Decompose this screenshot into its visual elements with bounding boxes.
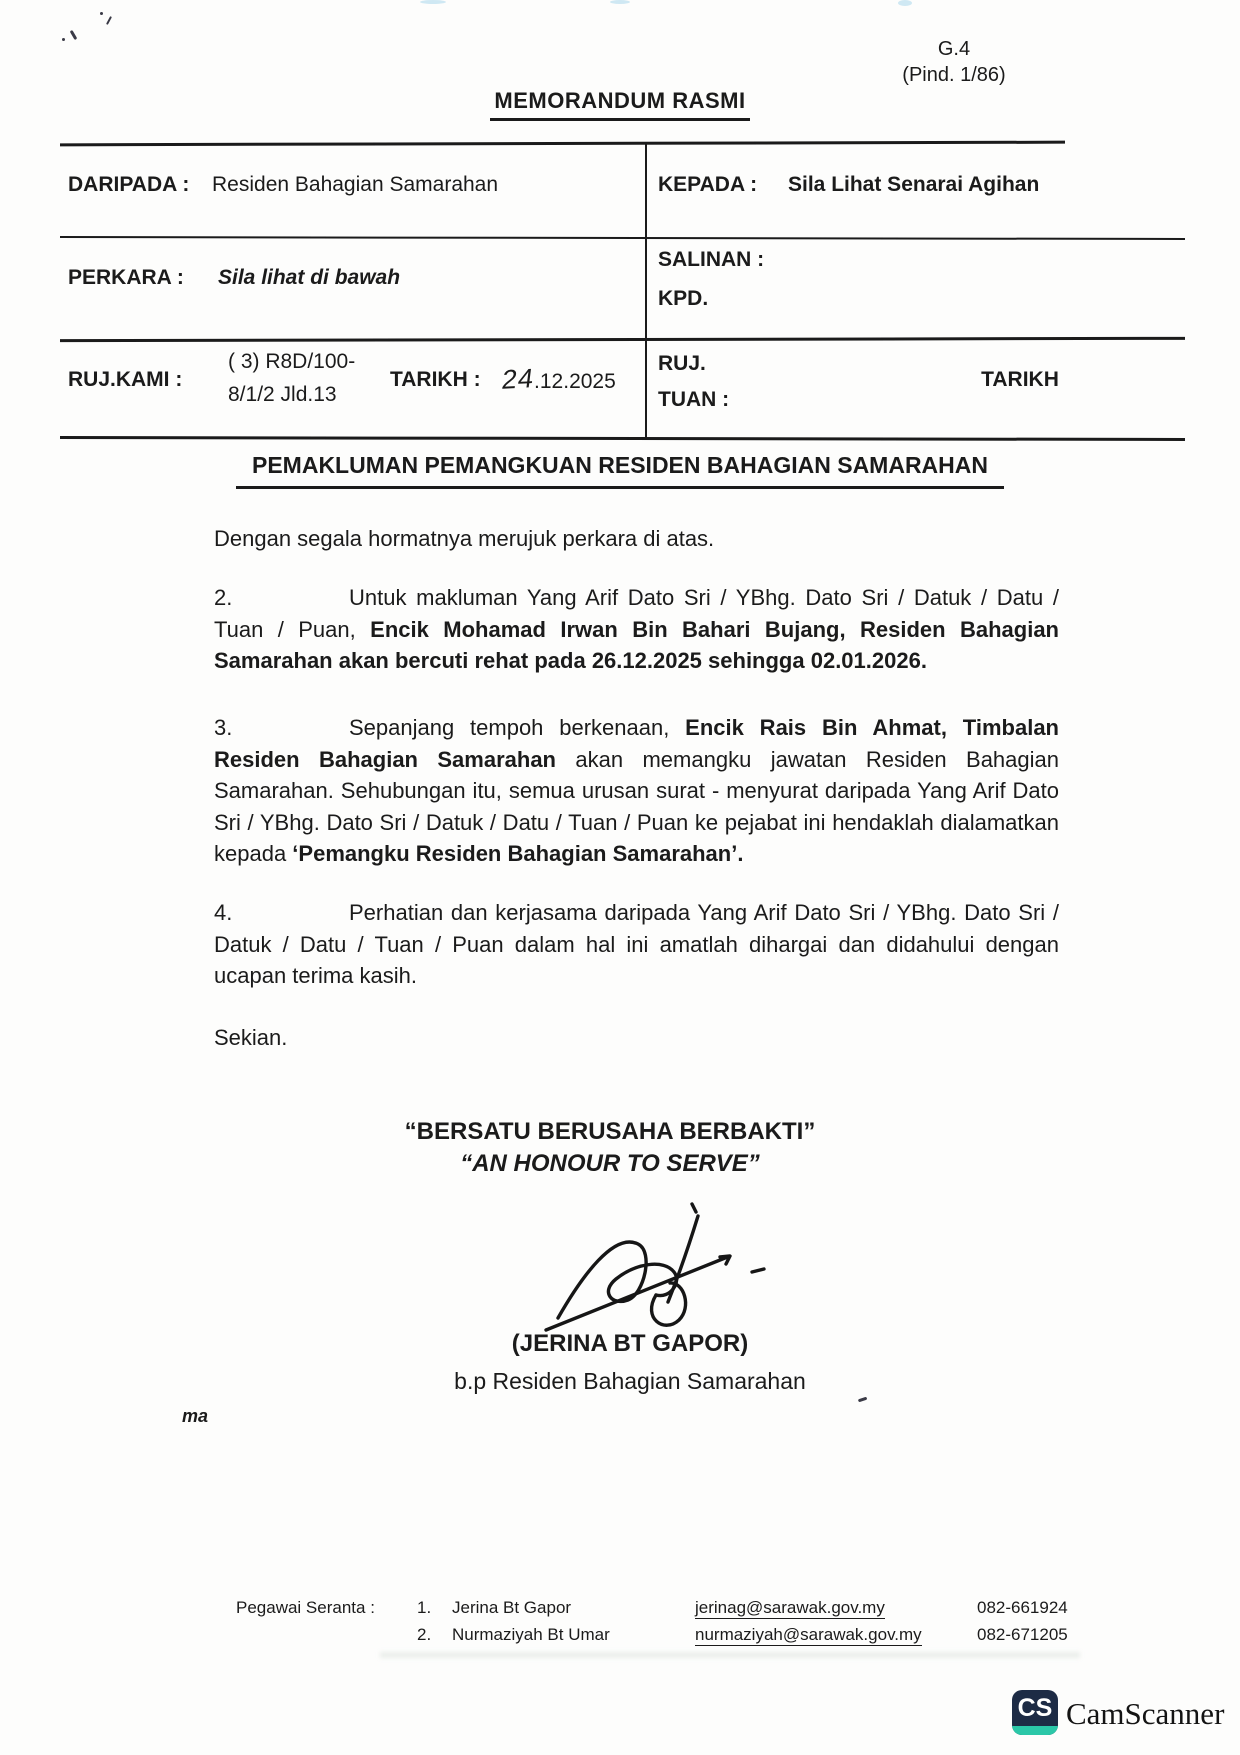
daripada-label: DARIPADA : bbox=[68, 173, 190, 196]
tarikh-day-handwritten: 24 bbox=[500, 363, 537, 395]
table-border-top bbox=[60, 141, 1065, 147]
camscanner-wordmark: CamScanner bbox=[1066, 1696, 1225, 1731]
memo-title: MEMORANDUM RASMI bbox=[0, 88, 1240, 121]
scan-artifact bbox=[70, 30, 78, 40]
footer-label: Pegawai Seranta : bbox=[236, 1598, 375, 1617]
margin-note: ma bbox=[182, 1406, 209, 1426]
paragraph-4: 4. Perhatian dan kerjasama daripada Yang Arif Dato Sri / YBhg. Dato Sri / Datuk / Datu / Tuan / Puan dalam hal ini amatlah dihargai dan didahului dengan ucapan terima kasih. bbox=[214, 897, 1059, 992]
form-revision: (Pind. 1/86) bbox=[902, 64, 1006, 86]
daripada-value: Residen Bahagian Samarahan bbox=[212, 173, 499, 196]
contact-2-number: 2. bbox=[417, 1625, 432, 1644]
scan-artifact bbox=[380, 1652, 1080, 1658]
signatory-behalf: b.p Residen Bahagian Samarahan bbox=[454, 1368, 806, 1394]
contact-1-number: 1. bbox=[417, 1598, 432, 1617]
table-column-divider bbox=[645, 142, 647, 438]
signatory-name: (JERINA BT GAPOR) bbox=[511, 1330, 749, 1357]
table-row-divider-1 bbox=[60, 236, 1185, 240]
perkara-label: PERKARA : bbox=[68, 266, 184, 289]
ruj-kami-label: RUJ.KAMI : bbox=[68, 368, 183, 391]
scan-artifact bbox=[420, 0, 446, 4]
ruj-tuan-line1: RUJ. bbox=[658, 352, 706, 375]
tarikh-label: TARIKH : bbox=[390, 368, 481, 391]
tarikh-value: 24.12.2025 bbox=[500, 363, 616, 395]
paragraph-4-number: 4. bbox=[214, 900, 233, 925]
closing-word: Sekian. bbox=[214, 1025, 288, 1050]
scan-artifact bbox=[898, 0, 912, 6]
scan-artifact bbox=[62, 38, 65, 41]
salinan-kpd: KPD. bbox=[658, 287, 709, 310]
paragraph-3-bold-2: ‘Pemangku Residen Bahagian Samarahan’. bbox=[292, 841, 744, 866]
paragraph-2-bold: Encik Mohamad Irwan Bin Bahari Bujang, Residen Bahagian Samarahan akan bercuti rehat pada 26.12.2025 sehingga 02.01.2026. bbox=[214, 616, 1059, 673]
paragraph-3-bold-1: Encik Rais Bin Ahmat, Timbalan Residen Bahagian Samarahan bbox=[214, 715, 1059, 772]
contact-1-phone: 082-661924 bbox=[977, 1598, 1068, 1617]
camscanner-icon-text: CS bbox=[1017, 1694, 1053, 1722]
perkara-value: Sila lihat di bawah bbox=[218, 266, 401, 289]
contact-2-phone: 082-671205 bbox=[977, 1625, 1068, 1644]
kepada-label: KEPADA : bbox=[658, 173, 758, 196]
tarikh-right-label: TARIKH bbox=[981, 368, 1059, 391]
contact-1-email[interactable]: jerinag@sarawak.gov.my bbox=[695, 1598, 885, 1617]
paragraph-2: 2. Untuk makluman Yang Arif Dato Sri / YBhg. Dato Sri / Datuk / Datu / Tuan / Puan, Encik Mohamad Irwan Bin Bahari Bujang, Residen Bahagian Samarahan akan bercuti rehat pada 26.12.2025 sehingga 02.01.2026. bbox=[214, 582, 1059, 677]
salinan-label: SALINAN : bbox=[658, 248, 765, 271]
contact-2-email[interactable]: nurmaziyah@sarawak.gov.my bbox=[695, 1625, 922, 1644]
paragraph-3: 3. Sepanjang tempoh berkenaan, Encik Rais Bin Ahmat, Timbalan Residen Bahagian Samarahan akan memangku jawatan Residen Bahagian Samarahan. Sehubungan itu, semua urusan surat - menyurat daripada Yang Arif Dato Sri / YBhg. Dato Sri / Datuk / Datu / Tuan / Puan ke pejabat ini hendaklah dialamatkan kepada ‘Pemangku Residen Bahagian Samarahan’. bbox=[214, 712, 1059, 870]
camscanner-icon-accent bbox=[1012, 1726, 1058, 1735]
scan-artifact bbox=[100, 12, 103, 15]
motto-line-1: “BERSATU BERUSAHA BERBAKTI” bbox=[404, 1118, 816, 1145]
motto-line-2: “AN HONOUR TO SERVE” bbox=[460, 1150, 760, 1177]
form-code-block bbox=[888, 36, 1020, 88]
signature-scribble bbox=[540, 1200, 780, 1350]
subject-title: PEMAKLUMAN PEMANGKUAN RESIDEN BAHAGIAN SAMARAHAN bbox=[150, 452, 1090, 489]
camscanner-icon bbox=[1012, 1690, 1058, 1735]
form-code: G.4 bbox=[937, 38, 971, 60]
paragraph-2-number: 2. bbox=[214, 585, 233, 610]
contact-1-name: Jerina Bt Gapor bbox=[452, 1598, 572, 1617]
contact-2-name: Nurmaziyah Bt Umar bbox=[452, 1625, 610, 1644]
ruj-kami-ref-line2: 8/1/2 Jld.13 bbox=[228, 383, 337, 406]
paragraph-3-number: 3. bbox=[214, 715, 233, 740]
table-row-divider-2 bbox=[60, 337, 1185, 342]
paragraph-1: Dengan segala hormatnya merujuk perkara di atas. bbox=[214, 526, 715, 551]
kepada-value: Sila Lihat Senarai Agihan bbox=[788, 173, 1040, 196]
ruj-kami-ref-line1: ( 3) R8D/100- bbox=[228, 350, 356, 373]
scan-artifact bbox=[610, 0, 630, 4]
table-border-bottom bbox=[60, 436, 1185, 441]
scan-artifact bbox=[858, 1397, 867, 1402]
scan-artifact bbox=[106, 16, 112, 25]
ruj-tuan-line2: TUAN : bbox=[658, 388, 730, 411]
